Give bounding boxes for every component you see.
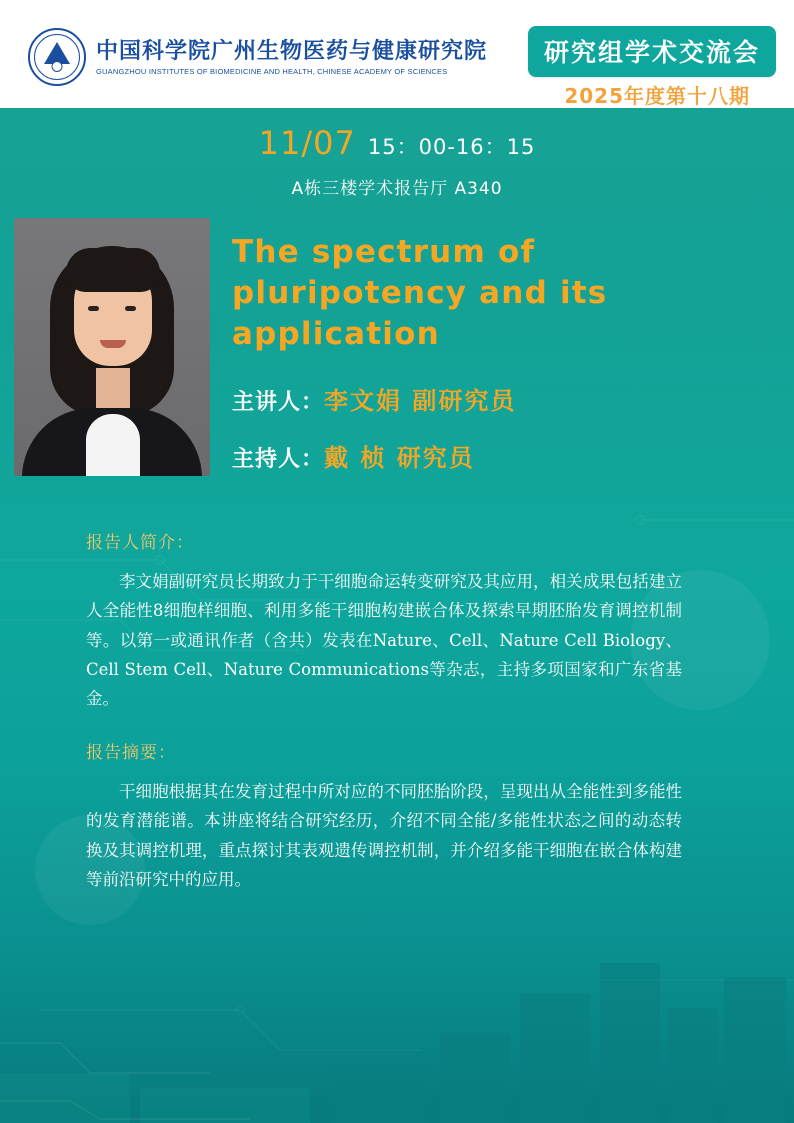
- abstract-text: 干细胞根据其在发育过程中所对应的不同胚胎阶段，呈现出从全能性到多能性的发育潜能谱。本讲座将结合研究经历，介绍不同全能/多能性状态之间的动态转换及其调控机理，重点探讨其表观遗传调控机制，并介绍多能干细胞在嵌合体构建等前沿研究中的应用。: [86, 782, 682, 890]
- speaker-name: 李文娟 副研究员: [324, 386, 517, 415]
- series-issue-label: 2025年度第十八期: [564, 84, 750, 108]
- host-row: [232, 438, 770, 473]
- portrait-fringe: [66, 248, 160, 292]
- speaker-label: 主讲人：: [232, 389, 325, 415]
- portrait-mouth: [100, 340, 126, 348]
- institute-name-cn: 中国科学院广州生物医药与健康研究院: [96, 37, 488, 64]
- event-meta: [0, 124, 794, 199]
- people-block: [232, 381, 770, 473]
- campus-skyline-decoration: [0, 923, 794, 1123]
- host-name: 戴 桢 研究员: [324, 443, 475, 472]
- speaker-portrait: [14, 218, 210, 476]
- abstract-heading: 报告摘要：: [86, 743, 176, 763]
- event-time: 15：00-16：15: [367, 135, 536, 159]
- portrait-shirt: [86, 414, 140, 476]
- speaker-row: [232, 381, 770, 416]
- institute-name-en: GUANGZHOU INSTITUTES OF BIOMEDICINE AND HEALTH, CHINESE ACADEMY OF SCIENCES: [96, 67, 448, 77]
- logo-inner-dot: [52, 61, 63, 72]
- portrait-eye-right: [125, 306, 136, 311]
- event-date: 11/07: [258, 124, 356, 162]
- series-badge-label: 研究组学术交流会: [543, 38, 760, 67]
- speaker-bio-text: 李文娟副研究员长期致力于干细胞命运转变研究及其应用，相关成果包括建立人全能性8细胞样细胞、利用多能干细胞构建嵌合体及探索早期胚胎发育调控机制等。以第一或通讯作者（含共）发表在Nature、Cell、Nature Cell Biology、Cell Stem Cell、Nature Communications等杂志，主持多项国家和广东省基金。: [86, 572, 682, 709]
- talk-block: [232, 232, 770, 495]
- event-venue: A栋三楼学术报告厅 A340: [291, 179, 503, 199]
- host-label: 主持人：: [232, 446, 325, 472]
- abstract-section: [0, 738, 794, 894]
- speaker-bio-heading: 报告人简介：: [86, 533, 194, 553]
- portrait-eye-left: [88, 306, 99, 311]
- event-datetime-row: [0, 124, 794, 162]
- series-badge: [528, 26, 776, 77]
- speaker-bio-section: [0, 528, 794, 714]
- institute-logo-block: [28, 28, 487, 86]
- talk-title: The spectrum of pluripotency and its application: [232, 234, 608, 352]
- poster-header: [0, 0, 794, 108]
- cas-gibh-logo-icon: [28, 28, 86, 86]
